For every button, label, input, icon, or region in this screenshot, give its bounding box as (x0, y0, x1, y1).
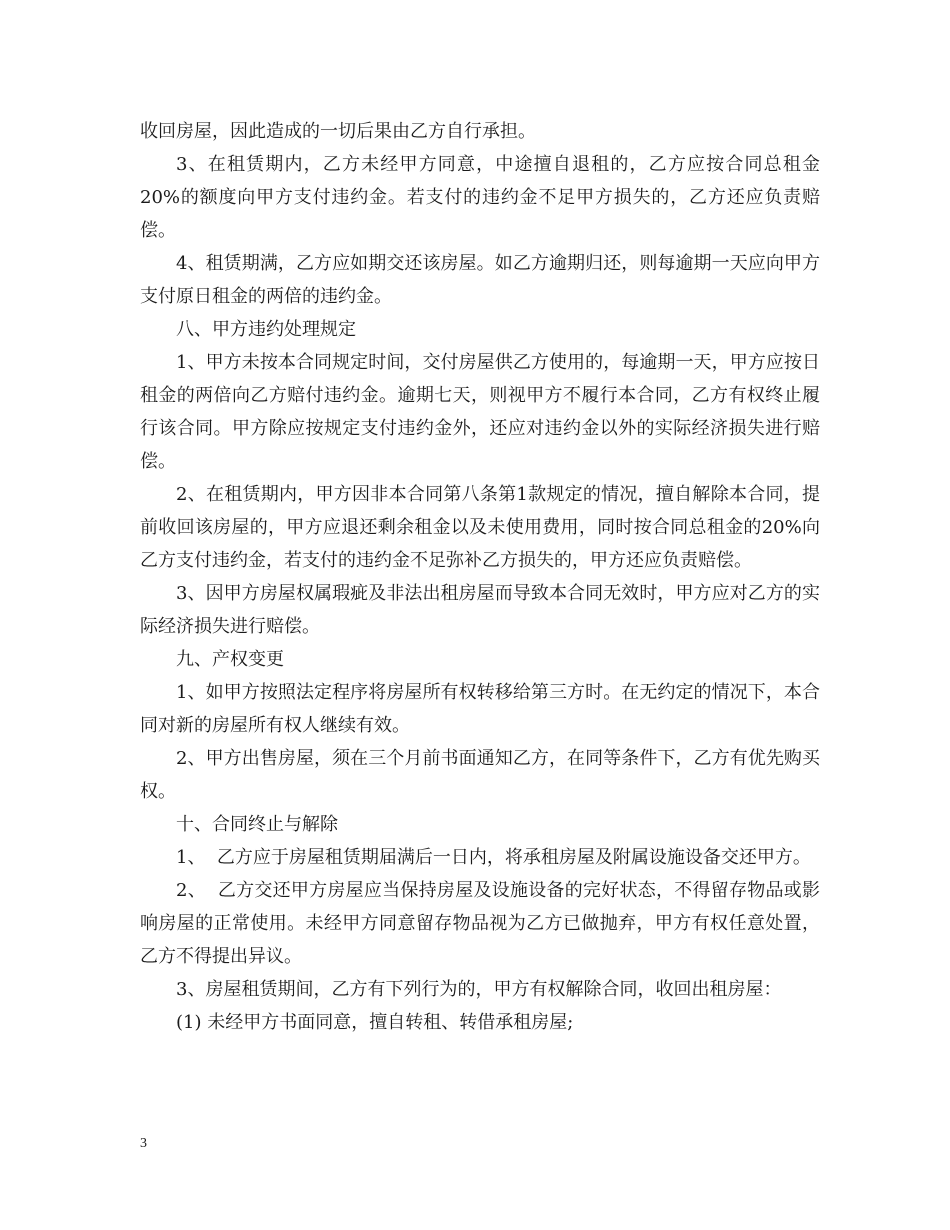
section-heading: 十、合同终止与解除 (176, 814, 338, 835)
paragraph: 3、因甲方房屋权属瑕疵及非法出租房屋而导致本合同无效时，甲方应对乙方的实际经济损失进行赔偿。 (140, 583, 820, 637)
paragraph: 4、租赁期满，乙方应如期交还该房屋。如乙方逾期归还，则每逾期一天应向甲方支付原日租金的两倍的违约金。 (140, 253, 820, 307)
paragraph: 1、如甲方按照法定程序将房屋所有权转移给第三方时。在无约定的情况下，本合同对新的房屋所有权人继续有效。 (140, 682, 820, 736)
document-body (140, 115, 820, 1039)
paragraph: 3、在租赁期内，乙方未经甲方同意，中途擅自退租的，乙方应按合同总租金20%的额度向甲方支付违约金。若支付的违约金不足甲方损失的，乙方还应负责赔偿。 (140, 154, 820, 241)
page-number: 3 (140, 1136, 147, 1151)
paragraph: 3、房屋租赁期间，乙方有下列行为的，甲方有权解除合同，收回出租房屋： (176, 979, 782, 1000)
paragraph: 1、 乙方应于房屋租赁期届满后一日内，将承租房屋及附属设施设备交还甲方。 (176, 847, 811, 868)
section-heading: 九、产权变更 (176, 649, 284, 670)
paragraph: 收回房屋，因此造成的一切后果由乙方自行承担。 (140, 121, 536, 142)
section-heading: 八、甲方违约处理规定 (176, 319, 356, 340)
paragraph: (1) 未经甲方书面同意，擅自转租、转借承租房屋; (176, 1012, 574, 1033)
paragraph: 2、甲方出售房屋，须在三个月前书面通知乙方，在同等条件下，乙方有优先购买权。 (140, 748, 820, 802)
paragraph: 2、 乙方交还甲方房屋应当保持房屋及设施设备的完好状态，不得留存物品或影响房屋的正常使用。未经甲方同意留存物品视为乙方已做抛弃，甲方有权任意处置，乙方不得提出异议。 (140, 880, 820, 967)
paragraph: 2、在租赁期内，甲方因非本合同第八条第1款规定的情况，擅自解除本合同，提前收回该房屋的，甲方应退还剩余租金以及未使用费用，同时按合同总租金的20%向乙方支付违约金，若支付的违约金不足弥补乙方损失的，甲方还应负责赔偿。 (140, 484, 820, 571)
paragraph: 1、甲方未按本合同规定时间，交付房屋供乙方使用的，每逾期一天，甲方应按日租金的两倍向乙方赔付违约金。逾期七天，则视甲方不履行本合同，乙方有权终止履行该合同。甲方除应按规定支付违约金外，还应对违约金以外的实际经济损失进行赔偿。 (140, 352, 820, 472)
